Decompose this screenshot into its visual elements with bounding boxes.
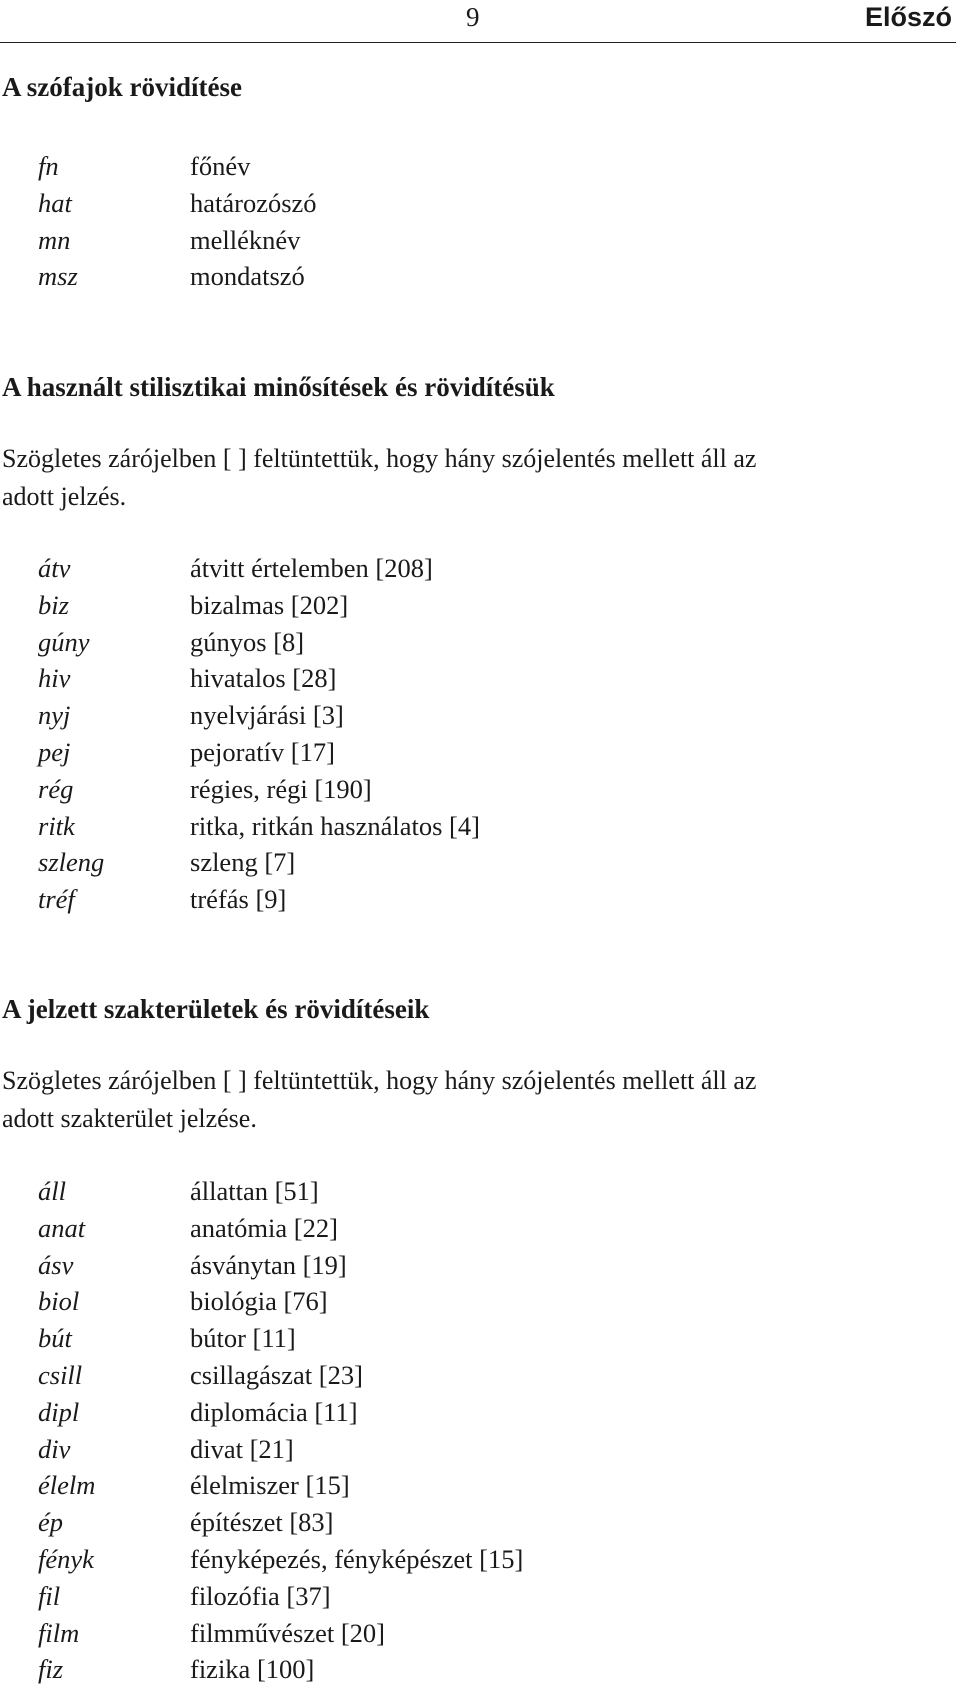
list-item [0,881,956,918]
abbreviation: ép [38,1507,64,1538]
abbreviation: biz [38,589,69,620]
list-item [0,1504,956,1541]
abbreviation: hat [38,187,72,218]
page-number: 9 [466,2,480,32]
list-item [0,1578,956,1615]
meaning: hivatalos [28] [190,663,337,694]
meaning: filmművészet [20] [190,1617,386,1648]
abbreviation: szleng [38,847,105,878]
fields-list [0,1173,956,1688]
list-item [0,1283,956,1320]
abbreviation: tréf [38,884,75,915]
pos-heading: A szófajok rövidítése [2,72,242,102]
meaning: fizika [100] [190,1654,315,1685]
meaning: főnév [190,151,251,181]
abbreviation: biol [38,1286,80,1317]
meaning: biológia [76] [190,1286,328,1317]
meaning: határozószó [190,187,317,218]
abbreviation: dipl [38,1396,80,1427]
meaning: fényképezés, fényképészet [15] [190,1543,524,1574]
meaning: bizalmas [202] [190,589,349,620]
list-item [0,771,956,808]
intro-line: adott jelzés. [2,482,127,511]
list-item [0,697,956,734]
pos-list [0,148,956,295]
fields-heading: A jelzett szakterületek és rövidítéseik [2,994,430,1024]
meaning: ásványtan [19] [190,1249,347,1280]
abbreviation: ásv [38,1249,74,1280]
list-item [0,1320,956,1357]
list-item [0,1467,956,1504]
list-item [0,1173,956,1210]
list-item [0,808,956,845]
meaning: építészet [83] [190,1507,334,1538]
list-item [0,1210,956,1247]
abbreviation: ritk [38,810,75,841]
abbreviation: bút [38,1323,72,1354]
list-item [0,1651,956,1688]
abbreviation: nyj [38,700,71,731]
list-item [0,844,956,881]
meaning: anatómia [22] [190,1212,338,1243]
abbreviation: csill [38,1359,83,1390]
intro-line: Szögletes zárójelben [ ] feltüntettük, hogy hány szójelentés mellett áll az [2,444,757,473]
list-item [0,660,956,697]
meaning: régies, régi [190] [190,773,372,804]
meaning: mondatszó [190,261,305,292]
meaning: filozófia [37] [190,1580,331,1611]
section-title: Előszó [864,2,952,32]
abbreviation: anat [38,1212,86,1243]
abbreviation: pej [38,736,71,767]
abbreviation: msz [38,261,78,292]
abbreviation: rég [38,773,74,804]
abbreviation: film [38,1617,80,1648]
list-item [0,1394,956,1431]
list-item [0,587,956,624]
list-item [0,1615,956,1652]
intro-line: adott szakterület jelzése. [2,1104,257,1133]
abbreviation: fiz [38,1654,64,1685]
abbreviation: div [38,1433,71,1464]
style-list [0,550,956,918]
meaning: állattan [51] [190,1176,319,1206]
list-item [0,148,956,185]
abbreviation: fil [38,1580,61,1611]
meaning: gúnyos [8] [190,626,305,657]
meaning: diplomácia [11] [190,1396,358,1427]
list-item [0,1541,956,1578]
list-item [0,258,956,295]
running-header [0,0,956,43]
abbreviation: gúny [38,626,90,657]
meaning: melléknév [190,224,301,255]
list-item [0,185,956,222]
abbreviation: fényk [38,1543,94,1574]
abbreviation: fn [38,151,59,181]
fields-intro [2,1062,956,1138]
meaning: szleng [7] [190,847,296,878]
abbreviation: átv [38,553,71,583]
style-intro [2,440,956,516]
abbreviation: hiv [38,663,71,694]
meaning: pejoratív [17] [190,736,335,767]
list-item [0,1247,956,1284]
meaning: bútor [11] [190,1323,296,1354]
meaning: ritka, ritkán használatos [4] [190,810,480,841]
list-item [0,1431,956,1468]
list-item [0,624,956,661]
meaning: átvitt értelemben [208] [190,553,433,583]
list-item [0,734,956,771]
abbreviation: mn [38,224,71,255]
meaning: divat [21] [190,1433,294,1464]
meaning: nyelvjárási [3] [190,700,344,731]
abbreviation: élelm [38,1470,96,1501]
meaning: csillagászat [23] [190,1359,363,1390]
meaning: élelmiszer [15] [190,1470,350,1501]
meaning: tréfás [9] [190,884,287,915]
list-item [0,222,956,259]
list-item [0,550,956,587]
abbreviation: áll [38,1176,66,1206]
style-heading: A használt stilisztikai minősítések és rövidítésük [2,372,555,402]
intro-line: Szögletes zárójelben [ ] feltüntettük, hogy hány szójelentés mellett áll az [2,1066,757,1095]
list-item [0,1357,956,1394]
